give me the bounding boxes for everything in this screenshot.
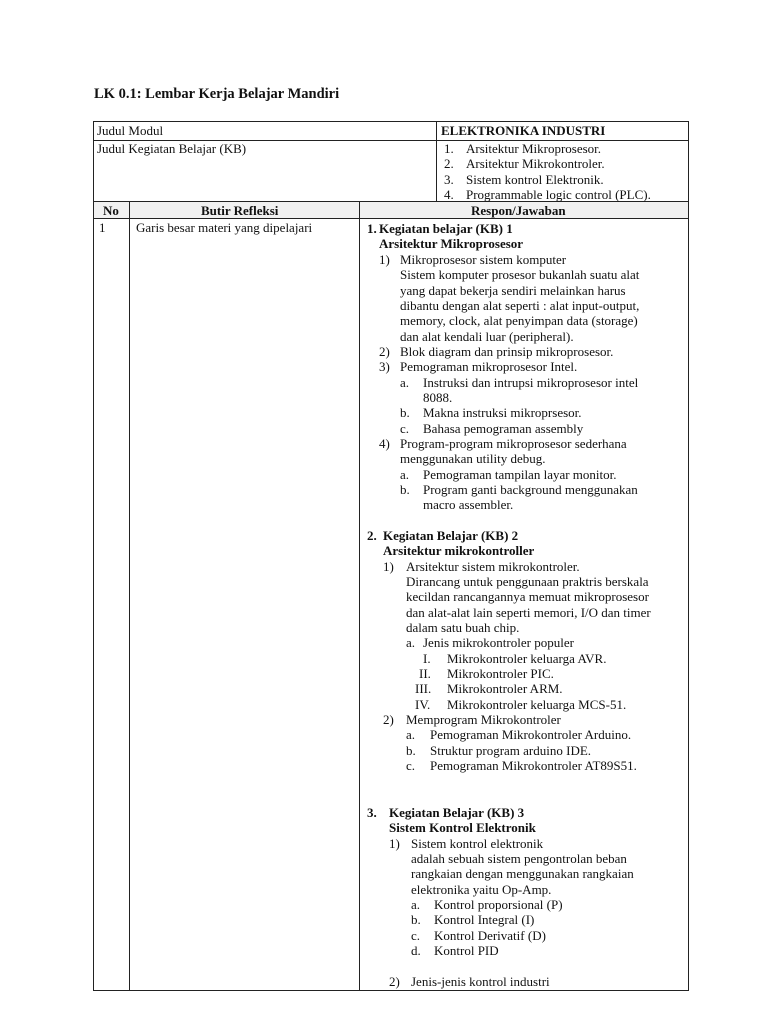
table-border-top: [93, 121, 689, 122]
list-marker: a.: [400, 467, 410, 482]
list-text: Kontrol Derivatif (D): [434, 928, 546, 943]
list-text: Arsitektur mikrokontroller: [383, 543, 535, 558]
list-text: kecildan rancangannya memuat mikroprosesor: [406, 589, 649, 604]
list-marker: 1.: [367, 221, 377, 236]
list-marker: b.: [406, 743, 416, 758]
column-divider: [359, 201, 360, 991]
list-marker: c.: [406, 758, 416, 773]
table-border-right: [688, 121, 689, 991]
list-marker: 4.: [444, 187, 454, 203]
list-text: Arsitektur Mikroprosesor: [379, 236, 524, 251]
list-marker: a.: [406, 635, 416, 650]
list-text: menggunakan utility debug.: [400, 451, 546, 466]
list-text: elektronika yaitu Op-Amp.: [411, 882, 552, 897]
list-text: Kontrol PID: [434, 943, 499, 958]
list-text: Program ganti background menggunakan: [423, 482, 638, 497]
list-text: Mikroprosesor sistem komputer: [400, 252, 567, 267]
list-text: Sistem Kontrol Elektronik: [389, 820, 536, 835]
module-value: ELEKTRONIKA INDUSTRI: [441, 123, 606, 138]
list-text: Arsitektur Mikroprosesor.: [466, 141, 602, 156]
list-marker: 3.: [444, 171, 454, 187]
list-text: Makna instruksi mikroprsesor.: [423, 405, 582, 420]
list-text: Blok diagram dan prinsip mikroprosesor.: [400, 344, 614, 359]
list-text: Pemograman tampilan layar monitor.: [423, 467, 617, 482]
list-marker: b.: [411, 912, 421, 927]
list-text: Sistem kontrol Elektronik.: [466, 171, 604, 187]
list-text: Jenis-jenis kontrol industri: [411, 974, 550, 989]
list-marker: 3.: [367, 805, 377, 820]
column-header-shade: [93, 201, 689, 218]
list-marker: 1): [383, 559, 394, 574]
list-text: Mikrokontroler keluarga AVR.: [447, 651, 607, 666]
list-marker: c.: [400, 421, 410, 436]
list-marker: 4): [379, 436, 390, 451]
list-marker: b.: [400, 405, 410, 420]
column-header-respon: Respon/Jawaban: [471, 203, 566, 218]
list-text: Program-program mikroprosesor sederhana: [400, 436, 627, 451]
list-text: Programmable logic control (PLC).: [466, 187, 651, 203]
list-text: Kegiatan belajar (KB) 1: [379, 221, 513, 236]
list-marker: 2.: [367, 528, 377, 543]
list-text: Struktur program arduino IDE.: [430, 743, 592, 758]
list-text: Pemograman mikroprosesor Intel.: [400, 359, 578, 374]
list-text: Kontrol proporsional (P): [434, 897, 563, 912]
list-text: dibantu dengan alat seperti : alat input-output,: [400, 298, 640, 313]
list-text: adalah sebuah sistem pengontrolan beban: [411, 851, 627, 866]
list-marker: I.: [423, 651, 431, 666]
kb-label: Judul Kegiatan Belajar (KB): [97, 141, 247, 156]
list-text: Dirancang untuk penggunaan praktris berskala: [406, 574, 649, 589]
list-marker: 1.: [444, 141, 454, 156]
list-text: dan alat-alat lain seperti memori, I/O dan timer: [406, 605, 651, 620]
list-text: dalam satu buah chip.: [406, 620, 520, 635]
butir-text: Garis besar materi yang dipelajari: [136, 220, 313, 235]
column-header-butir: Butir Refleksi: [201, 203, 279, 218]
column-divider: [129, 201, 130, 991]
column-divider: [436, 121, 437, 201]
list-text: 8088.: [423, 390, 453, 405]
list-text: Sistem kontrol elektronik: [411, 836, 544, 851]
list-text: memory, clock, alat penyimpan data (storage): [400, 313, 638, 328]
list-text: Mikrokontroler PIC.: [447, 666, 554, 681]
list-marker: b.: [400, 482, 410, 497]
list-marker: a.: [406, 727, 416, 742]
list-text: yang dapat bekerja sendiri melainkan harus: [400, 283, 626, 298]
list-text: Sistem komputer prosesor bukanlah suatu alat: [400, 267, 640, 282]
worksheet-table: [93, 121, 689, 991]
table-border-left: [93, 121, 94, 991]
list-marker: 1): [389, 836, 400, 851]
list-text: Pemograman Mikrokontroler Arduino.: [430, 727, 632, 742]
list-text: macro assembler.: [423, 497, 514, 512]
list-text: Instruksi dan intrupsi mikroprosesor intel: [423, 375, 639, 390]
list-marker: IV.: [415, 697, 431, 712]
list-text: Kegiatan Belajar (KB) 3: [389, 805, 525, 820]
list-marker: 1): [379, 252, 390, 267]
list-marker: II.: [419, 666, 431, 681]
table-border-bottom: [93, 990, 689, 991]
list-marker: d.: [411, 943, 421, 958]
column-header-no: No: [103, 203, 119, 218]
list-text: Kontrol Integral (I): [434, 912, 535, 927]
list-marker: 3): [379, 359, 390, 374]
list-text: Memprogram Mikrokontroler: [406, 712, 561, 727]
list-text: Kegiatan Belajar (KB) 2: [383, 528, 519, 543]
list-marker: a.: [411, 897, 421, 912]
list-marker: 2): [379, 344, 390, 359]
list-text: Pemograman Mikrokontroler AT89S51.: [430, 758, 637, 773]
list-text: rangkaian dengan menggunakan rangkaian: [411, 866, 634, 881]
list-marker: 2): [389, 974, 400, 989]
list-marker: a.: [400, 375, 410, 390]
list-text: dan alat kendali luar (peripheral).: [400, 329, 574, 344]
list-marker: 2.: [444, 156, 454, 172]
module-label: Judul Modul: [97, 123, 164, 138]
row-number: 1: [99, 220, 106, 235]
list-text: Jenis mikrokontroler populer: [423, 635, 574, 650]
list-text: Arsitektur sistem mikrokontroler.: [406, 559, 580, 574]
page-title: LK 0.1: Lembar Kerja Belajar Mandiri: [94, 86, 340, 102]
list-text: Mikrokontroler keluarga MCS-51.: [447, 697, 627, 712]
list-text: Bahasa pemograman assembly: [423, 421, 584, 436]
list-text: Arsitektur Mikrokontroler.: [466, 156, 605, 172]
row-divider: [93, 218, 689, 219]
list-marker: III.: [415, 681, 432, 696]
list-marker: c.: [411, 928, 421, 943]
list-marker: 2): [383, 712, 394, 727]
list-text: Mikrokontroler ARM.: [447, 681, 563, 696]
